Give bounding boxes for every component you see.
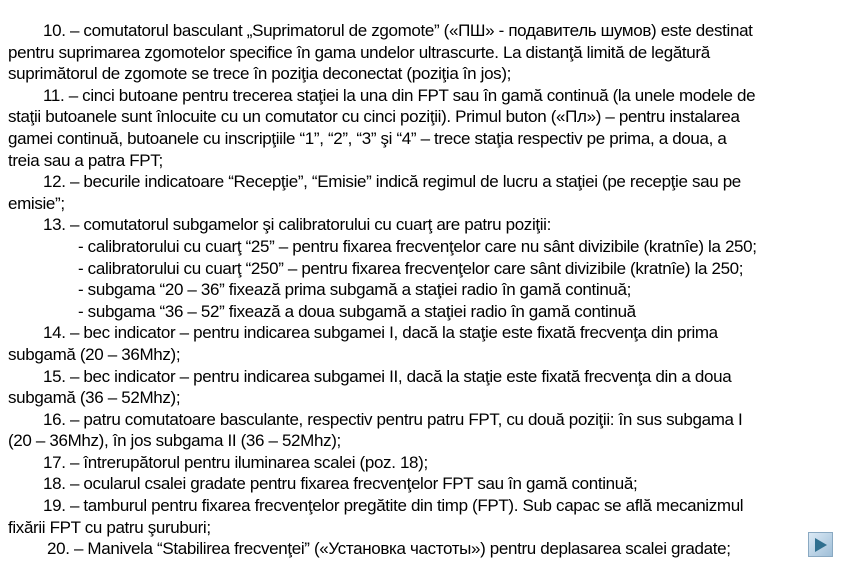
- text-line: 15. – bec indicator – pentru indicarea subgamei II, dacă la staţie este fixată frecvenţa din a doua: [43, 366, 732, 386]
- sub-item-line: - calibratorului cu cuarţ “25” – pentru fixarea frecvenţelor care nu sânt divizibile (kratnîe) la 250;: [78, 236, 757, 256]
- next-slide-button[interactable]: [808, 532, 833, 557]
- text-line: suprimătorul de zgomote se trece în poziţia deconectat (poziţia în jos);: [8, 64, 512, 84]
- text-line: (20 – 36Mhz), în jos subgama II (36 – 52Mhz);: [8, 431, 341, 451]
- text-line: 17. – întrerupătorul pentru iluminarea scalei (poz. 18);: [43, 452, 428, 472]
- sub-item-line: - calibratorului cu cuarţ “250” – pentru fixarea frecvenţelor care sânt divizibile (kratnîe) la 250;: [78, 258, 744, 278]
- text-line: staţii butoanele sunt înlocuite cu un comutator cu cinci poziţii). Primul buton («Пл») – pentru instalarea: [8, 107, 740, 127]
- play-triangle-icon: [815, 538, 827, 552]
- text-line: gamei continuă, butoanele cu inscripţiile “1”, “2”, “3” şi “4” – trece staţia respectiv pe prima, a doua, a: [8, 128, 727, 148]
- text-line: 10. – comutatorul basculant „Suprimatorul de zgomote” («ПШ» - подавитель шумов) este destinat: [43, 21, 753, 40]
- text-line: subgamă (36 – 52Mhz);: [8, 388, 181, 408]
- text-line: 18. – ocularul csalei gradate pentru fixarea frecvenţelor FPT sau în gamă continuă;: [43, 474, 638, 494]
- text-line: 11. – cinci butoane pentru trecerea staţiei la una din FPT sau în gamă continuă (la unele modele de: [43, 85, 756, 105]
- sub-item-line: - subgama “36 – 52” fixează a doua subgamă a staţiei radio în gamă continuă: [78, 301, 636, 321]
- text-line: fixării FPT cu patru şuruburi;: [8, 517, 211, 537]
- text-line: 12. – becurile indicatoare “Recepţie”, “Emisie” indică regimul de lucru a staţiei (pe recepţie sau pe: [43, 172, 741, 192]
- text-line: 14. – bec indicator – pentru indicarea subgamei I, dacă la staţie este fixată frecvenţa din prima: [43, 323, 718, 343]
- text-line: 13. – comutatorul subgamelor şi calibratorului cu cuarţ are patru poziţii:: [43, 215, 551, 235]
- text-line: pentru suprimarea zgomotelor specifice în gama undelor ultrascurte. La distanţă limită de legătură: [8, 42, 710, 62]
- text-line: treia sau a patra FPT;: [8, 150, 163, 170]
- document-body: [8, 20, 848, 560]
- sub-item-line: - subgama “20 – 36” fixează prima subgamă a staţiei radio în gamă continuă;: [78, 280, 632, 300]
- text-line: 19. – tamburul pentru fixarea frecvenţelor pregătite din timp (FPT). Sub capac se află mecanizmul: [43, 496, 744, 516]
- text-line: emisie”;: [8, 193, 65, 213]
- text-line: 20. – Manivela “Stabilirea frecvenţei” («Установка частоты») pentru deplasarea scalei gradate;: [47, 539, 731, 559]
- text-line: subgamă (20 – 36Mhz);: [8, 344, 181, 364]
- text-line: 16. – patru comutatoare basculante, respectiv pentru patru FPT, cu două poziţii: în sus subgama I: [43, 409, 743, 429]
